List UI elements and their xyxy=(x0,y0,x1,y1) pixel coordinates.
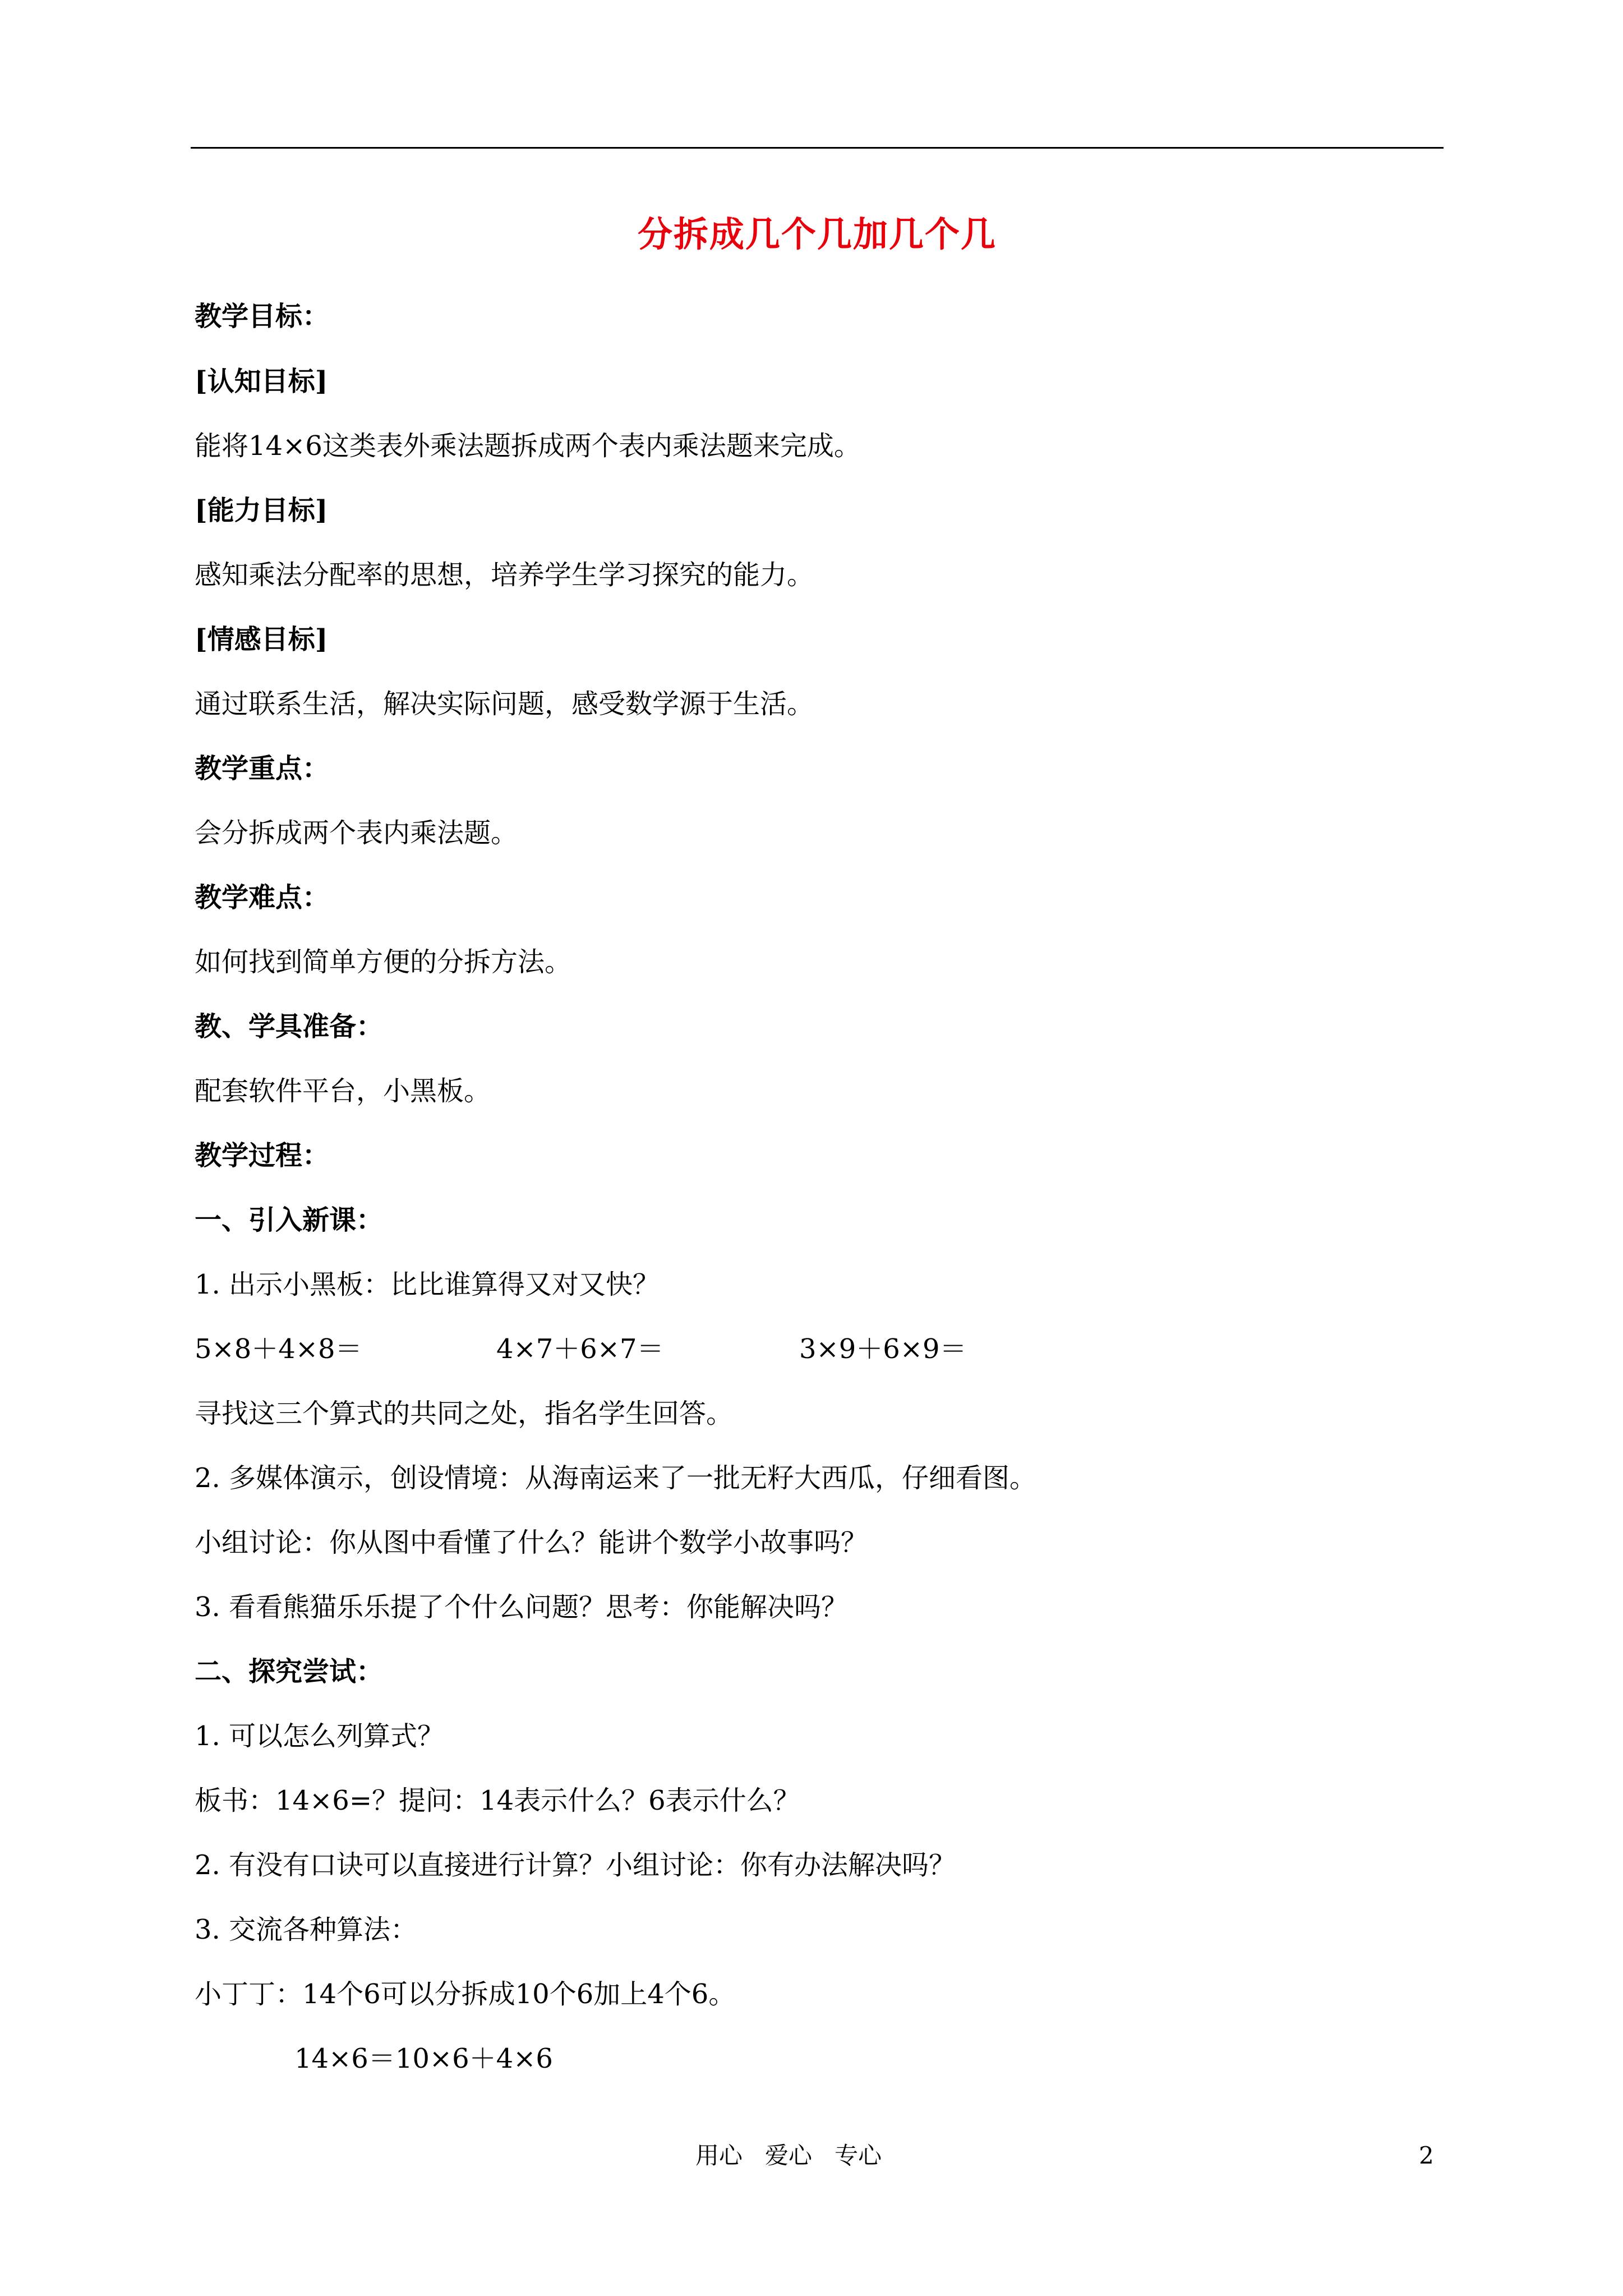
heading-section-one: 一、引入新课： xyxy=(195,1204,384,1236)
paragraph-materials: 配套软件平台，小黑板。 xyxy=(195,1075,491,1107)
step-2-formula-mnemonic: 2. 有没有口诀可以直接进行计算？小组讨论：你有办法解决吗？ xyxy=(195,1849,956,1881)
page-number: 2 xyxy=(1419,2142,1434,2169)
header-rule xyxy=(191,147,1444,149)
step-2-multimedia: 2. 多媒体演示，创设情境：从海南运来了一批无籽大西瓜，仔细看图。 xyxy=(195,1462,1037,1494)
paragraph-cognitive: 能将14×6这类表外乘法题拆成两个表内乘法题来完成。 xyxy=(195,430,861,462)
heading-ability-objective: [能力目标] xyxy=(195,495,328,526)
heading-cognitive-objective: [认知目标] xyxy=(195,366,328,397)
paragraph-emotion: 通过联系生活，解决实际问题，感受数学源于生活。 xyxy=(195,688,814,720)
step-1-blackboard: 1. 出示小黑板：比比谁算得又对又快？ xyxy=(195,1269,660,1300)
heading-section-two: 二、探究尝试： xyxy=(195,1656,384,1687)
step-3-panda-question: 3. 看看熊猫乐乐提了个什么问题？思考：你能解决吗？ xyxy=(195,1591,849,1623)
paragraph-key-points: 会分拆成两个表内乘法题。 xyxy=(195,817,518,849)
paragraph-board-writing: 板书：14×6=？提问：14表示什么？6表示什么？ xyxy=(195,1785,800,1816)
paragraph-difficulties: 如何找到简单方便的分拆方法。 xyxy=(195,946,572,978)
page-title: 分拆成几个几加几个几 xyxy=(637,214,997,255)
paragraph-common-points: 寻找这三个算式的共同之处，指名学生回答。 xyxy=(195,1398,734,1429)
formula-1: 5×8＋4×8＝ xyxy=(195,1333,362,1365)
heading-difficulties: 教学难点： xyxy=(195,882,330,913)
heading-key-points: 教学重点： xyxy=(195,753,330,784)
formula-decomposition: 14×6＝10×6＋4×6 xyxy=(294,2043,553,2074)
formula-2: 4×7＋6×7＝ xyxy=(496,1333,664,1365)
heading-teaching-objectives: 教学目标： xyxy=(195,301,330,332)
heading-process: 教学过程： xyxy=(195,1140,330,1171)
heading-emotion-objective: [情感目标] xyxy=(195,624,328,655)
formula-3: 3×9＋6×9＝ xyxy=(799,1333,967,1365)
step-3-exchange-methods: 3. 交流各种算法： xyxy=(195,1914,418,1945)
heading-materials: 教、学具准备： xyxy=(195,1011,384,1042)
paragraph-ability: 感知乘法分配率的思想，培养学生学习探究的能力。 xyxy=(195,559,814,591)
paragraph-group-discussion: 小组讨论：你从图中看懂了什么？能讲个数学小故事吗？ xyxy=(195,1527,868,1558)
footer-slogan: 用心 爱心 专心 xyxy=(695,2142,882,2169)
step-1-formula: 1. 可以怎么列算式？ xyxy=(195,1720,445,1752)
paragraph-xiao-dingding: 小丁丁：14个6可以分拆成10个6加上4个6。 xyxy=(195,1978,736,2010)
